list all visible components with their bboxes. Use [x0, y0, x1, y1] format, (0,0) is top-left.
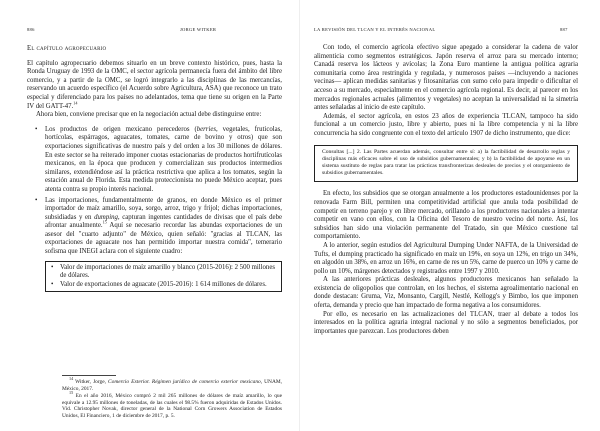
section-title: El capítulo agropecuario [27, 45, 107, 52]
right-body [314, 44, 578, 336]
footnote-14: $^{14}$ Witker, Jorge, Comercio Exterior. Régimen jurídico de comercio exterior mexicano, UNAM, México, 2017. [62, 376, 282, 392]
comparison-box [45, 261, 282, 293]
footnote-ref-15[interactable]: 15 [102, 220, 107, 226]
right-paragraph-2: Además, el sector agrícola, en estos 23 años de experiencia TLCAN, tampoco ha sido funcional a un comercio justo, libre y abierto, pues ni la libre competencia y ni la libre concurrencia ha sido congruente con el texto del artículo 1907 de dicho instrumento, que dice: [314, 112, 578, 137]
left-running-head: JORGE WITKER [180, 27, 217, 32]
right-page [300, 0, 600, 431]
left-body [27, 45, 282, 292]
article-1907-quote: Consultas [...] 2. Las Partes acuerdan además, consultar entre sí: a) la factibilidad de desarrollo reglas y disciplinas más eficaces sobre el uso de subsidios gubernamentales; y b) la factibilidad de apoyarse en un sistema sustituto de reglas para tratar las prácticas transfronterizas desleales de precios y el otorgamiento de subsidios gubernamentales. [314, 145, 578, 183]
right-paragraph-3: En efecto, los subsidios que se otorgan anualmente a los productores estadounidenses por la renovada Farm Bill, permiten una competitividad artificial que anula toda posibilidad de competir en terreno parejo y en libre mercado, orillando a los productores nacionales a intentar competir en vano con ellos, con la Oficina del Tesoro de nuestro vecino del norte. Así, los subsidios han sido una violación permanente del Tratado, sin que México cuestione tal comportamiento. [314, 190, 578, 241]
bullet-icon: • [51, 280, 54, 288]
right-paragraph-1: Con todo, el comercio agrícola efectivo sigue apegado a considerar la cadena de valor alimenticia como segmentos estratégicos. Japón reserva el arroz para su mercado interno; Canadá reserva los lácteos y avícolas; la Zona Euro mantiene la antigua política agraria comunitaria como área restringida y regulada, y numerosos países —incluyendo a naciones vecinas— aplican medidas sanitarias y fitosanitarias con sumo celo para impedir o dificultar el acceso a su mercado, especialmente en el comercio agrícola regional. Es decir, al parecer en los mercados regionales actuales (alimentos y vegetales) no aceptan la universalidad ni la simetría antes señaladas al inicio de este capítulo. [314, 44, 578, 112]
bullet-icon: • [35, 125, 38, 133]
left-page-number: 886 [27, 27, 35, 32]
list-item: • Los productos de origen mexicano perecederos (berries, vegetales, fruticolas, hortícolas, espárragos, aguacates, tomates, carne de bovino y otros) que son exportaciones significativas de nuestro país y del orden a los 30 millones de dólares. En este sector se ha reiterado imponer cuotas estacionarias de productos hortifrutícolas mexicanos, en la época que producen y comercializan sus productos intermedios similares, extendiéndose así la práctica restrictiva que aplica a los tomates, según la estación anual de Florida. Esta medida proteccionista no puede México aceptar, pues atenta contra su propio interés nacional. [35, 125, 282, 193]
box-item: • Valor de exportaciones de aguacate (2015-2016): 1 614 millones de dólares. [51, 280, 267, 288]
footnotes [62, 376, 282, 421]
bullet-list [27, 126, 282, 257]
box-item: • Valor de importaciones de maíz amarillo y blanco (2015-2016): 2 500 millones de dólares. [51, 263, 275, 280]
right-paragraph-5: A las anteriores prácticas desleales, algunos productores mexicanos han señalado la existencia de oligopolios que controlan, en los hechos, el sistema agroalimentario nacional en donde destacan: Gruma, Viz, Monsanto, Cargill, Nestlé, Kellogg's y Bimbo, los que imponen oferta, demanda y precio que han impactado de forma negativa a los consumidores. [314, 276, 578, 310]
right-running-head: LA REVISIÓN DEL TLCAN Y EL INTERÉS NACIONAL [314, 27, 436, 32]
left-paragraph-1: El capítulo agropecuario debemos situarlo en un breve contexto histórico, pues, hasta la Ronda Uruguay de 1993 de la OMC, el sector agrícola permanecía fuera del ámbito del libre comercio, y a partir de la OMC, se logró integrarlo a las disciplinas de las mercancías, reservando un acuerdo específico (el Acuerdo sobre Agricultura, ASA) que reconoce un trato especial y diferenciado para los países no adelantados, tema que tiene su origen en la Parte IV del GATT-47.14 [27, 59, 282, 110]
right-page-number: 887 [560, 27, 568, 32]
bullet-icon: • [51, 263, 54, 271]
left-paragraph-2: Ahora bien, conviene precisar que en la negociación actual debe distinguirse entre: [36, 111, 262, 119]
footnote-ref-14[interactable]: 14 [73, 100, 78, 106]
right-paragraph-4: A lo anterior, según estudios del Agricultural Dumping Under NAFTA, de la Universidad de Tufts, el dumping practicado ha significado en maíz un 19%, en soya un 12%, en trigo un 34%, en algodón un 38%, en arroz un 16%, en carne de res un 5%, carne de puerco un 10% y carne de pollo un 10%, márgenes detectados y registrados entre 1997 y 2010. [314, 241, 578, 275]
bullet-icon: • [35, 196, 38, 204]
list-item: • Las importaciones, fundamentalmente de granos, en donde México es el primer importador de maíz amarillo, soya, sorgo, arroz, trigo y frijol; dichas importaciones, subsidiadas y en dumping, capturan ingentes cantidades de divisas que el país debe afrontar anualmente.$^{15}$ Aquí se necesario recordar las abundas exportaciones de un asesor del "cuarto adjunto" de México, quien señaló: "gracias al TLCAN, las exportaciones de aguacate nos han permitido importar nuestra comida", temerario sofisma que INEGI aclara con el siguiente cuadro: [35, 196, 282, 256]
footnote-15: $^{15}$ En el año 2016, México compró 2 mil 265 millones de dólares de maíz amarillo, lo que equivale a 12.95 millones de toneladas, de las cuales el 98.5% fueron adquiridas de Estados Unidos. Vid. Christopher Novak, director general de la National Corn Growers Association de Estados Unidos, El Financiero, 1 de diciembre de 2017, p. 5. [62, 390, 282, 419]
right-paragraph-6: Por ello, es necesario en las actualizaciones del TLCAN, traer al debate a todos los interesados en la política agraria integral nacional y no sólo a segmentos beneficiados, por importantes que parezcan. Los productores deben [314, 310, 578, 335]
